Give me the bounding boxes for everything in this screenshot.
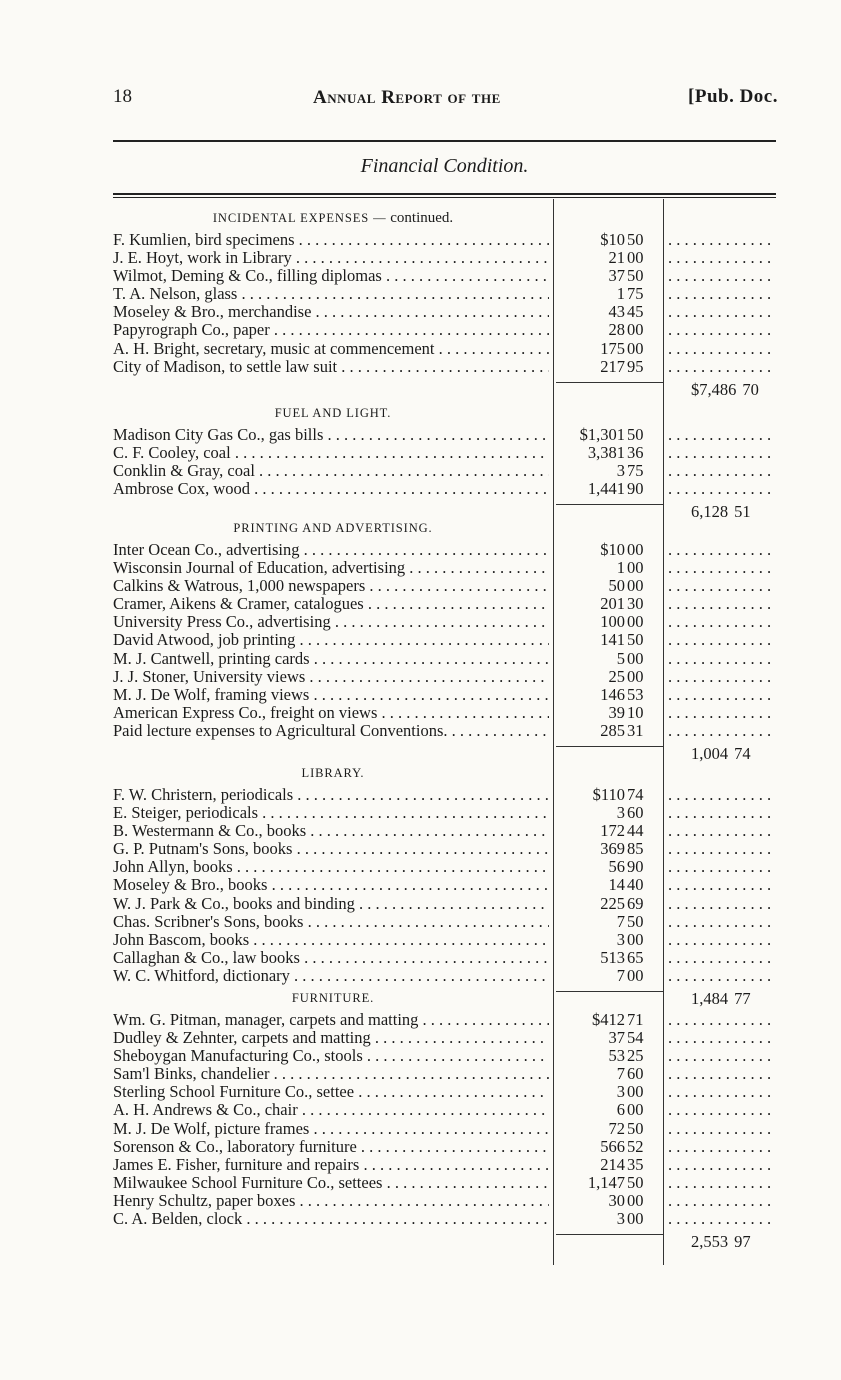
row-cents: 74 bbox=[627, 785, 644, 804]
total-column-leader bbox=[668, 267, 776, 285]
total-column-leader bbox=[668, 358, 776, 376]
ledger-row bbox=[113, 480, 778, 498]
row-description: Sheboygan Manufacturing Co., stools . . . bbox=[113, 1047, 549, 1065]
header-rule bbox=[113, 140, 776, 142]
row-dollars: 39 bbox=[608, 702, 625, 722]
ledger-row bbox=[113, 1192, 778, 1210]
total-cents: 97 bbox=[734, 1232, 751, 1252]
ledger-row bbox=[113, 1101, 778, 1119]
row-description: G. P. Putnam's Sons, books . . . bbox=[113, 840, 549, 858]
row-dollars: 50 bbox=[608, 576, 625, 596]
total-cents: 77 bbox=[734, 989, 751, 1009]
total-column-leader bbox=[668, 931, 776, 949]
row-dollars: $1,301 bbox=[579, 425, 625, 444]
ledger-row bbox=[113, 876, 778, 894]
row-cents: 50 bbox=[627, 425, 644, 444]
ledger-row bbox=[113, 577, 778, 595]
row-cents: 35 bbox=[627, 1154, 644, 1174]
total-column-leader bbox=[668, 613, 776, 631]
row-cents: 00 bbox=[627, 1209, 644, 1229]
row-description: Sam'l Binks, chandelier . . . bbox=[113, 1065, 549, 1083]
row-cents: 60 bbox=[627, 803, 644, 823]
pub-doc-label: [Pub. Doc. bbox=[688, 86, 778, 107]
total-dollars: 2,553 bbox=[691, 1232, 729, 1252]
row-cents: 10 bbox=[627, 702, 644, 722]
total-cents: 51 bbox=[734, 502, 751, 522]
ledger-row bbox=[113, 631, 778, 649]
row-dollars: $10 bbox=[600, 540, 625, 559]
ledger-row bbox=[113, 1138, 778, 1156]
total-column-leader bbox=[668, 1120, 776, 1138]
row-dollars: 5 bbox=[616, 648, 625, 668]
ledger-section bbox=[113, 400, 778, 522]
page-header bbox=[113, 86, 778, 116]
row-description: J. J. Stoner, University views . . . bbox=[113, 668, 549, 686]
row-description: Papyrograph Co., paper . . . bbox=[113, 321, 549, 339]
ledger-row bbox=[113, 285, 778, 303]
title-rule-thin bbox=[113, 197, 776, 198]
total-column-leader bbox=[668, 462, 776, 480]
row-cents: 45 bbox=[627, 302, 644, 322]
total-column-leader bbox=[668, 1192, 776, 1210]
total-column-leader bbox=[668, 249, 776, 267]
row-cents: 60 bbox=[627, 1064, 644, 1084]
row-description: Ambrose Cox, wood . . . bbox=[113, 480, 549, 498]
row-description: W. J. Park & Co., books and binding . . . bbox=[113, 895, 549, 913]
row-dollars: 141 bbox=[600, 630, 625, 650]
total-column-leader bbox=[668, 1029, 776, 1047]
row-cents: 75 bbox=[627, 461, 644, 481]
section-heading-text: LIBRARY. bbox=[301, 766, 365, 780]
ledger-row bbox=[113, 704, 778, 722]
ledger-row bbox=[113, 595, 778, 613]
subtotal-rule bbox=[556, 382, 663, 383]
row-cents: 00 bbox=[627, 1190, 644, 1210]
row-dollars: 285 bbox=[600, 720, 625, 740]
row-dollars: 214 bbox=[600, 1154, 625, 1174]
row-dollars: 43 bbox=[608, 302, 625, 322]
row-description: F. W. Christern, periodicals . . . bbox=[113, 786, 549, 804]
ledger-row bbox=[113, 895, 778, 913]
row-cents: 00 bbox=[627, 558, 644, 578]
ledger-row bbox=[113, 559, 778, 577]
ledger-section bbox=[113, 205, 778, 399]
total-column-leader bbox=[668, 650, 776, 668]
ledger-row bbox=[113, 804, 778, 822]
total-column-leader bbox=[668, 321, 776, 339]
row-description: Conklin & Gray, coal . . . bbox=[113, 462, 549, 480]
row-description: University Press Co., advertising . . . bbox=[113, 613, 549, 631]
total-cents: 70 bbox=[742, 379, 759, 399]
total-column-leader bbox=[668, 340, 776, 358]
total-column-leader bbox=[668, 303, 776, 321]
section-heading bbox=[113, 400, 553, 426]
ledger-row bbox=[113, 426, 778, 444]
total-column-leader bbox=[668, 1210, 776, 1228]
section-heading-text: PRINTING AND ADVERTISING. bbox=[233, 521, 433, 535]
ledger-row bbox=[113, 303, 778, 321]
ledger-row bbox=[113, 949, 778, 967]
total-column-leader bbox=[668, 480, 776, 498]
ledger-row bbox=[113, 722, 778, 740]
row-dollars: 7 bbox=[616, 911, 625, 931]
total-column-leader bbox=[668, 949, 776, 967]
row-description: T. A. Nelson, glass . . . bbox=[113, 285, 549, 303]
total-column-leader bbox=[668, 1101, 776, 1119]
total-column-leader bbox=[668, 1011, 776, 1029]
row-dollars: 225 bbox=[600, 893, 625, 913]
row-description: City of Madison, to settle law suit . . . bbox=[113, 358, 549, 376]
row-dollars: 28 bbox=[608, 320, 625, 340]
total-dollars: 6,128 bbox=[691, 502, 729, 522]
section-total bbox=[691, 380, 759, 400]
row-dollars: 30 bbox=[608, 1190, 625, 1210]
ledger-row bbox=[113, 613, 778, 631]
total-column-leader bbox=[668, 577, 776, 595]
total-column-leader bbox=[668, 704, 776, 722]
row-cents: 50 bbox=[627, 911, 644, 931]
section-heading bbox=[113, 515, 553, 541]
row-description: W. C. Whitford, dictionary . . . bbox=[113, 967, 549, 985]
ledger-row bbox=[113, 786, 778, 804]
row-cents: 50 bbox=[627, 266, 644, 286]
row-description: E. Steiger, periodicals . . . bbox=[113, 804, 549, 822]
row-cents: 44 bbox=[627, 821, 644, 841]
row-dollars: 3 bbox=[616, 803, 625, 823]
row-cents: 00 bbox=[627, 666, 644, 686]
ledger-row bbox=[113, 967, 778, 985]
row-description: Callaghan & Co., law books . . . bbox=[113, 949, 549, 967]
row-dollars: 369 bbox=[600, 839, 625, 859]
row-cents: 50 bbox=[627, 230, 644, 249]
ledger-row bbox=[113, 858, 778, 876]
total-column-leader bbox=[668, 444, 776, 462]
row-cents: 85 bbox=[627, 839, 644, 859]
total-column-leader bbox=[668, 786, 776, 804]
row-dollars: 53 bbox=[608, 1046, 625, 1066]
row-dollars: 3 bbox=[616, 1209, 625, 1229]
ledger-row bbox=[113, 358, 778, 376]
total-column-leader bbox=[668, 895, 776, 913]
total-column-leader bbox=[668, 595, 776, 613]
ledger-row bbox=[113, 840, 778, 858]
running-title: Annual Report of the bbox=[313, 87, 501, 108]
title-rule bbox=[113, 193, 776, 195]
total-column-leader bbox=[668, 1065, 776, 1083]
row-description: Inter Ocean Co., advertising . . . bbox=[113, 541, 549, 559]
row-dollars: 566 bbox=[600, 1136, 625, 1156]
ledger-row bbox=[113, 541, 778, 559]
total-column-leader bbox=[668, 1174, 776, 1192]
row-cents: 65 bbox=[627, 947, 644, 967]
row-cents: 71 bbox=[627, 1010, 644, 1029]
ledger-row bbox=[113, 1083, 778, 1101]
row-dollars: 3 bbox=[616, 929, 625, 949]
subtotal-rule bbox=[556, 504, 663, 505]
row-dollars: 100 bbox=[600, 612, 625, 632]
row-cents: 69 bbox=[627, 893, 644, 913]
total-column-leader bbox=[668, 559, 776, 577]
total-column-leader bbox=[668, 1138, 776, 1156]
row-dollars: 6 bbox=[616, 1100, 625, 1120]
row-dollars: 1,147 bbox=[587, 1172, 625, 1192]
row-cents: 36 bbox=[627, 443, 644, 463]
row-cents: 75 bbox=[627, 284, 644, 304]
row-description: Sterling School Furniture Co., settee . . . bbox=[113, 1083, 549, 1101]
row-cents: 00 bbox=[627, 338, 644, 358]
row-dollars: 1,441 bbox=[587, 479, 625, 499]
row-description: M. J. Cantwell, printing cards . . . bbox=[113, 650, 549, 668]
row-cents: 30 bbox=[627, 594, 644, 614]
total-cents: 74 bbox=[734, 744, 751, 764]
row-cents: 00 bbox=[627, 612, 644, 632]
row-dollars: 1 bbox=[616, 284, 625, 304]
ledger-row bbox=[113, 1029, 778, 1047]
total-column-leader bbox=[668, 967, 776, 985]
row-description: Wilmot, Deming & Co., filling diplomas . . . bbox=[113, 267, 549, 285]
row-description: John Allyn, books . . . bbox=[113, 858, 549, 876]
row-cents: 90 bbox=[627, 857, 644, 877]
total-column-leader bbox=[668, 1083, 776, 1101]
ledger-row bbox=[113, 822, 778, 840]
ledger-row bbox=[113, 1156, 778, 1174]
row-description: M. J. De Wolf, framing views . . . bbox=[113, 686, 549, 704]
total-column-leader bbox=[668, 840, 776, 858]
ledger-row bbox=[113, 231, 778, 249]
row-cents: 40 bbox=[627, 875, 644, 895]
total-column-leader bbox=[668, 722, 776, 740]
ledger-row bbox=[113, 650, 778, 668]
row-cents: 52 bbox=[627, 1136, 644, 1156]
row-dollars: 146 bbox=[600, 684, 625, 704]
section-total bbox=[691, 1232, 751, 1252]
row-dollars: 513 bbox=[600, 947, 625, 967]
ledger-row bbox=[113, 686, 778, 704]
row-description: Wm. G. Pitman, manager, carpets and matting . . . bbox=[113, 1011, 549, 1029]
row-cents: 00 bbox=[627, 1082, 644, 1102]
row-cents: 50 bbox=[627, 1172, 644, 1192]
row-dollars: 3,381 bbox=[587, 443, 625, 463]
row-description: Dudley & Zehnter, carpets and matting . . . bbox=[113, 1029, 549, 1047]
row-cents: 95 bbox=[627, 356, 644, 376]
ledger-row bbox=[113, 340, 778, 358]
section-title: Financial Condition. bbox=[360, 155, 529, 177]
section-heading-text: FURNITURE. bbox=[291, 991, 375, 1005]
total-column-leader bbox=[668, 285, 776, 303]
row-dollars: 56 bbox=[608, 857, 625, 877]
row-description: Madison City Gas Co., gas bills . . . bbox=[113, 426, 549, 444]
row-description: B. Westermann & Co., books . . . bbox=[113, 822, 549, 840]
total-column-leader bbox=[668, 426, 776, 444]
total-column-leader bbox=[668, 913, 776, 931]
total-column-leader bbox=[668, 822, 776, 840]
row-description: James E. Fisher, furniture and repairs . . . bbox=[113, 1156, 549, 1174]
total-column-leader bbox=[668, 231, 776, 249]
ledger-row bbox=[113, 321, 778, 339]
total-dollars: 1,004 bbox=[691, 744, 729, 764]
total-column-leader bbox=[668, 858, 776, 876]
row-dollars: 3 bbox=[616, 1082, 625, 1102]
row-cents: 50 bbox=[627, 1118, 644, 1138]
row-dollars: 175 bbox=[600, 338, 625, 358]
row-description: C. A. Belden, clock . . . bbox=[113, 1210, 549, 1228]
total-column-leader bbox=[668, 1047, 776, 1065]
section-heading-text: INCIDENTAL EXPENSES — bbox=[212, 211, 387, 225]
row-cents: 00 bbox=[627, 1100, 644, 1120]
row-dollars: 1 bbox=[616, 558, 625, 578]
row-description: M. J. De Wolf, picture frames . . . bbox=[113, 1120, 549, 1138]
row-description: David Atwood, job printing . . . bbox=[113, 631, 549, 649]
row-dollars: 72 bbox=[608, 1118, 625, 1138]
row-description: A. H. Andrews & Co., chair . . . bbox=[113, 1101, 549, 1119]
row-dollars: 21 bbox=[608, 248, 625, 268]
total-column-leader bbox=[668, 876, 776, 894]
row-description: Calkins & Watrous, 1,000 newspapers . . . bbox=[113, 577, 549, 595]
ledger-row bbox=[113, 249, 778, 267]
total-column-leader bbox=[668, 541, 776, 559]
ledger-row bbox=[113, 444, 778, 462]
row-description: J. E. Hoyt, work in Library . . . bbox=[113, 249, 549, 267]
row-description: Chas. Scribner's Sons, books . . . bbox=[113, 913, 549, 931]
row-dollars: $10 bbox=[600, 230, 625, 249]
ledger-row bbox=[113, 1011, 778, 1029]
row-cents: 53 bbox=[627, 684, 644, 704]
row-description: American Express Co., freight on views . . . bbox=[113, 704, 549, 722]
total-column-leader bbox=[668, 631, 776, 649]
ledger-row bbox=[113, 1065, 778, 1083]
ledger-section bbox=[113, 515, 778, 764]
row-dollars: 37 bbox=[608, 1028, 625, 1048]
row-description: C. F. Cooley, coal . . . bbox=[113, 444, 549, 462]
row-cents: 00 bbox=[627, 965, 644, 985]
row-description: John Bascom, books . . . bbox=[113, 931, 549, 949]
ledger-row bbox=[113, 1210, 778, 1228]
row-description: Wisconsin Journal of Education, advertising . . . bbox=[113, 559, 549, 577]
ledger-row bbox=[113, 913, 778, 931]
row-dollars: 37 bbox=[608, 266, 625, 286]
row-dollars: 7 bbox=[616, 1064, 625, 1084]
row-description: Moseley & Bro., merchandise . . . bbox=[113, 303, 549, 321]
ledger-section bbox=[113, 985, 778, 1252]
ledger-row bbox=[113, 668, 778, 686]
row-description: Henry Schultz, paper boxes . . . bbox=[113, 1192, 549, 1210]
page-number: 18 bbox=[113, 86, 132, 107]
total-dollars: $7,486 bbox=[691, 379, 737, 399]
row-cents: 50 bbox=[627, 630, 644, 650]
row-dollars: 25 bbox=[608, 666, 625, 686]
row-cents: 25 bbox=[627, 1046, 644, 1066]
row-cents: 00 bbox=[627, 576, 644, 596]
row-cents: 31 bbox=[627, 720, 644, 740]
row-cents: 54 bbox=[627, 1028, 644, 1048]
row-description: Milwaukee School Furniture Co., settees . . . bbox=[113, 1174, 549, 1192]
row-description: A. H. Bright, secretary, music at commencement . . . bbox=[113, 340, 549, 358]
row-dollars: 14 bbox=[608, 875, 625, 895]
row-cents: 00 bbox=[627, 648, 644, 668]
ledger-row bbox=[113, 462, 778, 480]
row-cents: 00 bbox=[627, 540, 644, 559]
section-heading bbox=[113, 205, 553, 231]
row-dollars: $110 bbox=[592, 785, 625, 804]
row-cents: 90 bbox=[627, 479, 644, 499]
row-dollars: 172 bbox=[600, 821, 625, 841]
row-description: Moseley & Bro., books . . . bbox=[113, 876, 549, 894]
ledger-row bbox=[113, 1120, 778, 1138]
total-column-leader bbox=[668, 1156, 776, 1174]
subtotal-rule bbox=[556, 746, 663, 747]
ledger-row bbox=[113, 1174, 778, 1192]
section-heading-text: FUEL AND LIGHT. bbox=[274, 406, 392, 420]
row-description: Paid lecture expenses to Agricultural Conventions. . . . bbox=[113, 722, 549, 740]
row-dollars: $412 bbox=[592, 1010, 625, 1029]
ledger-row bbox=[113, 1047, 778, 1065]
row-dollars: 7 bbox=[616, 965, 625, 985]
total-column-leader bbox=[668, 804, 776, 822]
total-column-leader bbox=[668, 668, 776, 686]
row-description: Sorenson & Co., laboratory furniture . . . bbox=[113, 1138, 549, 1156]
row-description: Cramer, Aikens & Cramer, catalogues . . . bbox=[113, 595, 549, 613]
row-cents: 00 bbox=[627, 248, 644, 268]
section-heading bbox=[113, 985, 553, 1011]
row-dollars: 201 bbox=[600, 594, 625, 614]
total-dollars: 1,484 bbox=[691, 989, 729, 1009]
row-dollars: 217 bbox=[600, 356, 625, 376]
section-heading-suffix: continued. bbox=[386, 210, 454, 226]
row-cents: 00 bbox=[627, 929, 644, 949]
subtotal-rule bbox=[556, 1234, 663, 1235]
row-dollars: 3 bbox=[616, 461, 625, 481]
row-description: F. Kumlien, bird specimens . . . bbox=[113, 231, 549, 249]
row-cents: 00 bbox=[627, 320, 644, 340]
section-heading bbox=[113, 760, 553, 786]
ledger-row bbox=[113, 931, 778, 949]
ledger-row bbox=[113, 267, 778, 285]
total-column-leader bbox=[668, 686, 776, 704]
